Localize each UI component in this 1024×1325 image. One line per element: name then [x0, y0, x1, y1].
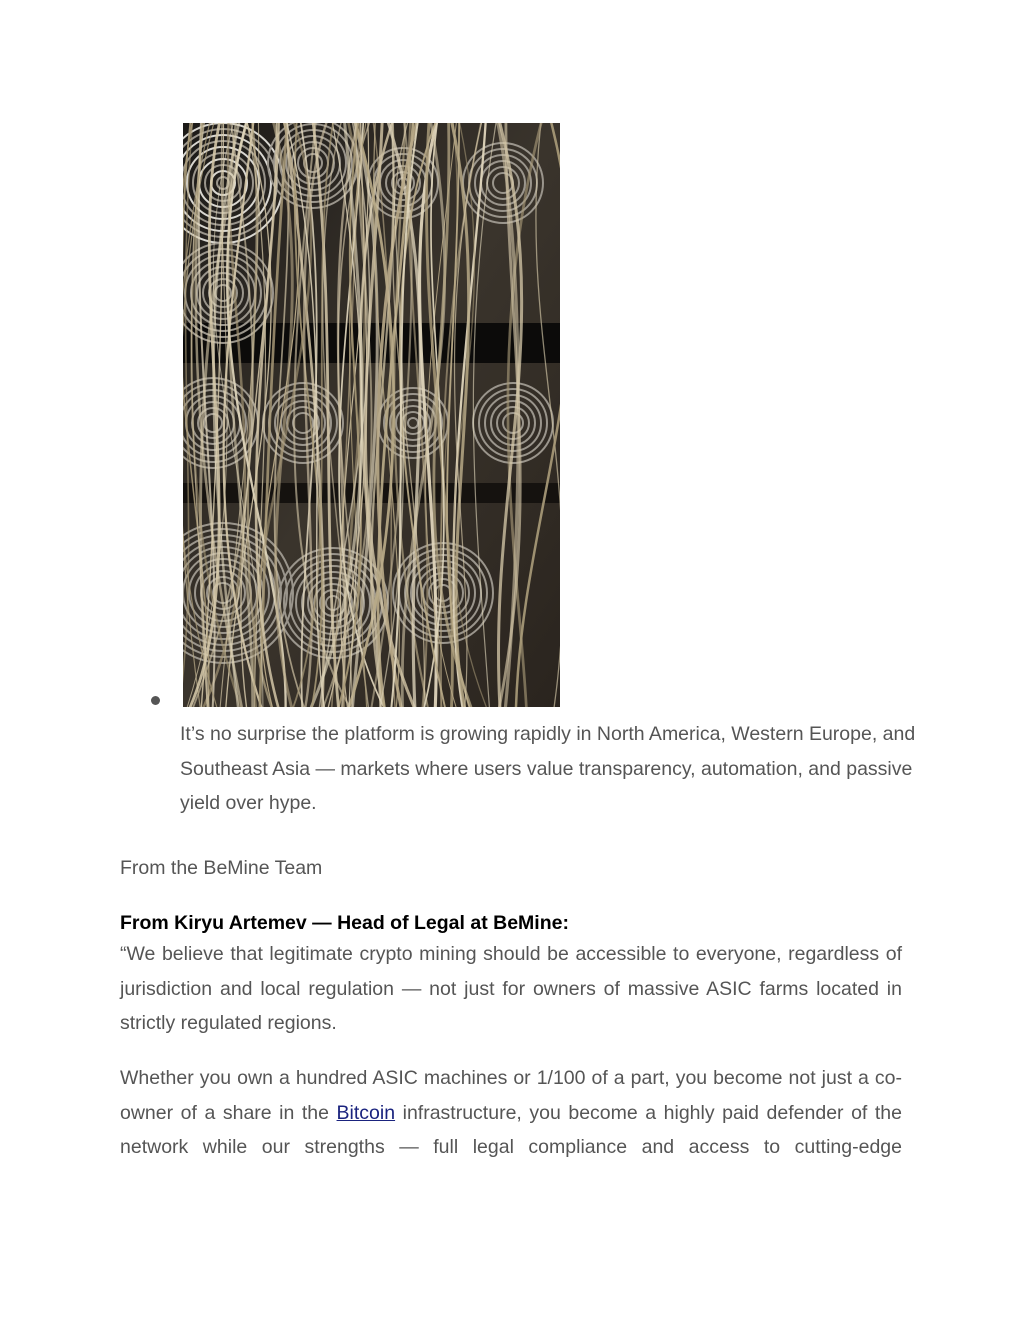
list-bullet — [151, 696, 160, 705]
ownership-text-after-link: infrastructure, you become a highly paid defender of the network while our strengths — full legal compliance and access to cutting-edge — [120, 1101, 902, 1158]
ownership-text-before-link: Whether you own a hundred ASIC machines or 1/100 of a part, you become not just a co-owner of a share in the — [120, 1067, 902, 1124]
mining-farm-photo — [183, 123, 560, 707]
quote-paragraph: “We believe that legitimate crypto mining should be accessible to everyone, regardless of jurisdiction and local regulation — not just for owners of massive ASIC farms located in strictly regulated regions. — [120, 943, 902, 1034]
ownership-paragraph — [120, 1061, 902, 1165]
bitcoin-link[interactable]: Bitcoin — [336, 1101, 396, 1124]
team-signoff: From the BeMine Team — [120, 857, 323, 879]
quote-heading: From Kiryu Artemev — Head of Legal at BeMine: — [120, 912, 569, 934]
list-item-paragraph: It’s no surprise the platform is growing rapidly in North America, Western Europe, and Southeast Asia — markets where users value transparency, automation, and passive yield over hype. — [180, 723, 916, 814]
